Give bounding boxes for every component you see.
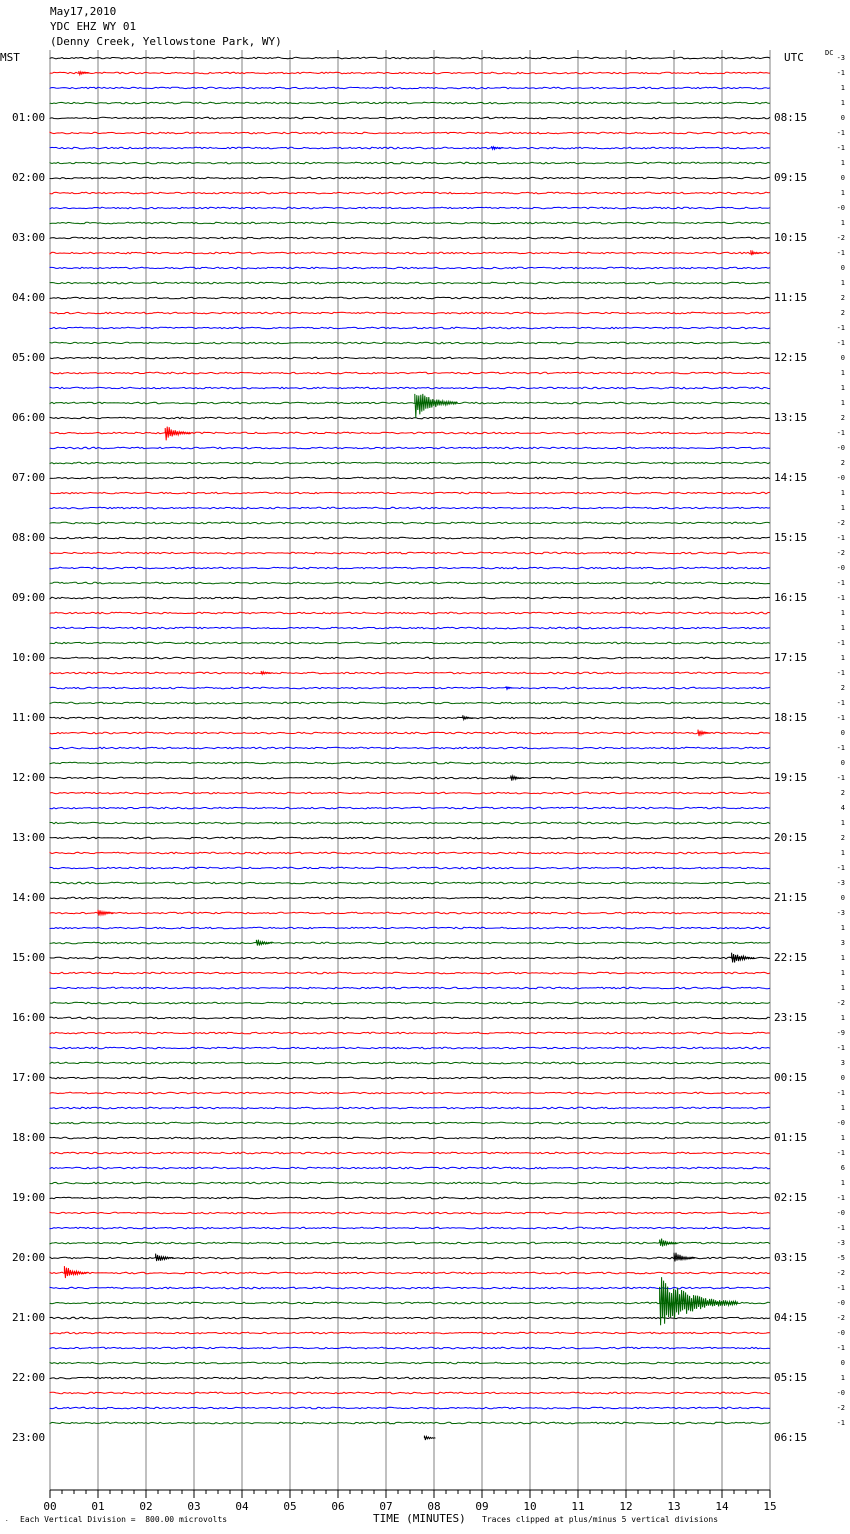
trace-row [50, 1167, 770, 1169]
trace-row [50, 207, 770, 209]
x-tick-label: 12 [619, 1500, 633, 1513]
trace-row [50, 1122, 770, 1124]
trace-row [50, 447, 770, 449]
dc-offset-value: -3 [836, 879, 845, 887]
dc-offset-value: -1 [836, 774, 845, 782]
x-tick-label: 10 [523, 1500, 537, 1513]
mst-hour-label: 23:00 [12, 1431, 46, 1444]
trace-row [50, 1347, 770, 1349]
clipping-note: Traces clipped at plus/minus 5 vertical divisions [482, 1515, 719, 1524]
mst-hour-label: 21:00 [12, 1311, 46, 1324]
dc-offset-value: 1 [840, 969, 845, 977]
x-tick-label: 04 [235, 1500, 249, 1513]
utc-hour-label: 14:15 [774, 471, 808, 484]
trace-row [50, 807, 770, 809]
dc-offset-value: 1 [840, 1104, 845, 1112]
mst-hour-label: 20:00 [12, 1251, 46, 1264]
dc-offset-value: 0 [840, 264, 845, 272]
trace-row [50, 1017, 770, 1019]
trace-row [50, 657, 770, 659]
trace-row [50, 1002, 770, 1004]
trace-row [50, 972, 770, 974]
dc-offset-value: -2 [836, 549, 845, 557]
trace-row [50, 507, 770, 509]
trace-row [50, 1182, 770, 1184]
dc-offset-value: 1 [840, 219, 845, 227]
dc-offset-value: -1 [836, 1224, 845, 1232]
utc-hour-label: 18:15 [774, 711, 808, 724]
dc-offset-value: -0 [836, 1209, 845, 1217]
trace-row [50, 522, 770, 524]
dc-offset-value: -3 [836, 1239, 845, 1247]
utc-hour-label: 16:15 [774, 591, 808, 604]
trace-row [50, 582, 770, 584]
mst-hour-label: 06:00 [12, 411, 46, 424]
mst-hour-label: 15:00 [12, 951, 46, 964]
dc-offset-value: -0 [836, 444, 845, 452]
event-burst [732, 953, 755, 963]
trace-row [50, 702, 770, 704]
dc-offset-value: -3 [836, 54, 845, 62]
trace-row [50, 267, 770, 269]
trace-row [50, 1197, 770, 1199]
mst-hour-label: 01:00 [12, 111, 46, 124]
trace-row [50, 312, 770, 314]
event-burst [415, 394, 458, 418]
trace-row [50, 387, 770, 389]
trace-row [50, 852, 770, 854]
dc-offset-value: -1 [836, 864, 845, 872]
dc-offset-value: -2 [836, 1314, 845, 1322]
mst-hour-label: 13:00 [12, 831, 46, 844]
trace-row [50, 1077, 770, 1079]
trace-row [50, 732, 770, 734]
dc-offset-value: 1 [840, 489, 845, 497]
trace-row [50, 417, 770, 419]
dc-offset-value: -1 [836, 579, 845, 587]
trace-row [50, 1152, 770, 1154]
utc-hour-label: 09:15 [774, 171, 808, 184]
trace-row [50, 867, 770, 869]
dc-offset-value: -1 [836, 1284, 845, 1292]
trace-row [50, 1272, 770, 1274]
dc-offset-value: 0 [840, 354, 845, 362]
dc-offset-value: -3 [836, 909, 845, 917]
dc-offset-value: 2 [840, 309, 845, 317]
utc-hour-label: 13:15 [774, 411, 808, 424]
station-id: YDC EHZ WY 01 [50, 20, 137, 33]
mst-hour-label: 19:00 [12, 1191, 46, 1204]
trace-row [50, 957, 770, 959]
trace-row [50, 882, 770, 884]
trace-row [50, 717, 770, 719]
dc-offset-value: -1 [836, 669, 845, 677]
trace-row [50, 642, 770, 644]
trace-row [50, 462, 770, 464]
trace-row [50, 1422, 770, 1424]
dc-offset-value: -1 [836, 1419, 845, 1427]
trace-row [50, 1107, 770, 1109]
trace-row [50, 282, 770, 284]
seismic-traces [50, 57, 770, 1424]
x-tick-label: 06 [331, 1500, 345, 1513]
trace-row [50, 567, 770, 569]
trace-row [50, 1137, 770, 1139]
dc-offset-value: 1 [840, 189, 845, 197]
dc-offset-value: 2 [840, 684, 845, 692]
x-tick-label: 09 [475, 1500, 489, 1513]
dc-offset-value: -2 [836, 519, 845, 527]
trace-row [50, 597, 770, 599]
utc-hour-label: 11:15 [774, 291, 808, 304]
station-location: (Denny Creek, Yellowstone Park, WY) [50, 35, 282, 48]
trace-row [50, 792, 770, 794]
event-burst [698, 730, 711, 737]
mst-hour-label: 18:00 [12, 1131, 46, 1144]
x-tick-label: 03 [187, 1500, 201, 1513]
trace-row [50, 117, 770, 119]
dc-offset-value: 1 [840, 384, 845, 392]
trace-row [50, 102, 770, 104]
utc-hour-label: 04:15 [774, 1311, 808, 1324]
dc-offset-value: -1 [836, 699, 845, 707]
mst-hour-label: 12:00 [12, 771, 46, 784]
dc-offset-value: 0 [840, 759, 845, 767]
time-axis [43, 1490, 776, 1513]
dc-offset-value: -1 [836, 639, 845, 647]
trace-row [50, 57, 770, 59]
dc-offset-value: -1 [836, 1089, 845, 1097]
dc-offset-value: 1 [840, 369, 845, 377]
x-axis-title: TIME (MINUTES) [373, 1512, 466, 1525]
utc-hour-label: 20:15 [774, 831, 808, 844]
trace-row [50, 237, 770, 239]
dc-offset-value: -1 [836, 1044, 845, 1052]
dc-offset-value: -2 [836, 234, 845, 242]
mst-hour-label: 03:00 [12, 231, 46, 244]
dc-offset-value: -1 [836, 249, 845, 257]
trace-row [50, 222, 770, 224]
event-burst [64, 1266, 87, 1278]
dc-offset-value: 1 [840, 924, 845, 932]
dc-offset-value: 2 [840, 414, 845, 422]
dc-offset-value: 1 [840, 504, 845, 512]
x-tick-label: 00 [43, 1500, 57, 1513]
trace-row [50, 1212, 770, 1214]
event-burst [751, 250, 762, 255]
x-tick-label: 07 [379, 1500, 393, 1513]
dc-offset-value: 1 [840, 99, 845, 107]
x-tick-label: 02 [139, 1500, 153, 1513]
trace-row [50, 477, 770, 479]
dc-offset-value: 1 [840, 624, 845, 632]
utc-hour-label: 00:15 [774, 1071, 808, 1084]
dc-offset-value: 1 [840, 1014, 845, 1022]
trace-row [50, 822, 770, 824]
dc-offset-value: -5 [836, 1254, 845, 1262]
mst-hour-label: 08:00 [12, 531, 46, 544]
x-tick-label: 11 [571, 1500, 585, 1513]
corner-mark: . [5, 1516, 9, 1523]
trace-row [50, 357, 770, 359]
dc-offset-value: 1 [840, 954, 845, 962]
utc-hour-label: 03:15 [774, 1251, 808, 1264]
seismic-events [64, 71, 761, 1440]
trace-row [50, 132, 770, 134]
dc-offset-heading: DC [825, 49, 834, 57]
mst-hour-label: 10:00 [12, 651, 46, 664]
dc-offset-value: 2 [840, 834, 845, 842]
dc-offset-value: 2 [840, 459, 845, 467]
dc-offset-value: -0 [836, 564, 845, 572]
dc-offset-value: 1 [840, 984, 845, 992]
mst-hour-label: 14:00 [12, 891, 46, 904]
dc-offset-value: 1 [840, 399, 845, 407]
trace-row [50, 837, 770, 839]
mst-hour-label: 22:00 [12, 1371, 46, 1384]
trace-row [50, 1377, 770, 1379]
dc-offset-value: -2 [836, 1269, 845, 1277]
dc-offset-value: -1 [836, 744, 845, 752]
utc-hour-label: 21:15 [774, 891, 808, 904]
trace-row [50, 432, 770, 434]
dc-offset-value: 1 [840, 609, 845, 617]
dc-offset-value: -1 [836, 144, 845, 152]
dc-offset-value: -1 [836, 129, 845, 137]
dc-offset-value: 4 [840, 804, 845, 812]
dc-offset-value: 1 [840, 1179, 845, 1187]
dc-offset-value: 0 [840, 1359, 845, 1367]
trace-row [50, 342, 770, 344]
dc-offset-value: 1 [840, 1374, 845, 1382]
utc-hour-label: 22:15 [774, 951, 808, 964]
dc-offset-value: -0 [836, 204, 845, 212]
trace-row [50, 612, 770, 614]
trace-row [50, 1047, 770, 1049]
utc-hour-label: 17:15 [774, 651, 808, 664]
dc-offset-value: -0 [836, 474, 845, 482]
x-tick-label: 14 [715, 1500, 729, 1513]
trace-row [50, 87, 770, 89]
dc-offset-value: -1 [836, 714, 845, 722]
event-burst [79, 71, 90, 75]
x-tick-label: 13 [667, 1500, 681, 1513]
dc-offset-value: 1 [840, 159, 845, 167]
trace-row [50, 162, 770, 164]
trace-row [50, 1332, 770, 1334]
mst-hour-label: 02:00 [12, 171, 46, 184]
dc-offset-value: -1 [836, 429, 845, 437]
event-burst [660, 1239, 678, 1247]
trace-row [50, 897, 770, 899]
dc-offset-value: 1 [840, 84, 845, 92]
dc-offset-value: -0 [836, 1329, 845, 1337]
trace-row [50, 1227, 770, 1229]
trace-row [50, 687, 770, 689]
utc-hour-label: 10:15 [774, 231, 808, 244]
dc-offset-value: -0 [836, 1299, 845, 1307]
dc-offset-value: 1 [840, 1134, 845, 1142]
right-timezone-label: UTC [784, 51, 804, 64]
trace-row [50, 372, 770, 374]
dc-offset-value: 0 [840, 174, 845, 182]
trace-row [50, 72, 770, 74]
dc-offset-value: -1 [836, 534, 845, 542]
mst-hour-label: 09:00 [12, 591, 46, 604]
dc-offset-value: 2 [840, 294, 845, 302]
trace-row [50, 912, 770, 914]
dc-offset-value: 1 [840, 819, 845, 827]
trace-row [50, 942, 770, 944]
trace-row [50, 537, 770, 539]
trace-row [50, 297, 770, 299]
utc-hour-label: 19:15 [774, 771, 808, 784]
utc-hour-label: 01:15 [774, 1131, 808, 1144]
utc-hour-label: 23:15 [774, 1011, 808, 1024]
trace-row [50, 177, 770, 179]
dc-offset-value: -1 [836, 1194, 845, 1202]
dc-offset-value: -0 [836, 1119, 845, 1127]
dc-offset-value: -2 [836, 1404, 845, 1412]
trace-row [50, 1092, 770, 1094]
x-tick-label: 05 [283, 1500, 297, 1513]
trace-row [50, 1062, 770, 1064]
trace-row [50, 402, 770, 404]
trace-row [50, 1317, 770, 1319]
mst-hour-label: 05:00 [12, 351, 46, 364]
dc-offset-value: 0 [840, 894, 845, 902]
trace-row [50, 1362, 770, 1364]
event-burst [492, 146, 503, 149]
mst-hour-label: 16:00 [12, 1011, 46, 1024]
trace-row [50, 552, 770, 554]
plot-date: May17,2010 [50, 5, 117, 18]
dc-offset-value: -1 [836, 1149, 845, 1157]
utc-hour-label: 02:15 [774, 1191, 808, 1204]
trace-row [50, 252, 770, 254]
dc-offset-value: -1 [836, 594, 845, 602]
dc-offset-value: -1 [836, 1344, 845, 1352]
trace-row [50, 987, 770, 989]
dc-offset-value: 3 [840, 1059, 845, 1067]
utc-hour-label: 15:15 [774, 531, 808, 544]
dc-offset-value: 0 [840, 1074, 845, 1082]
dc-offset-value: 2 [840, 789, 845, 797]
dc-offset-value: -1 [836, 69, 845, 77]
dc-offset-value: -2 [836, 999, 845, 1007]
dc-offset-value: 1 [840, 849, 845, 857]
trace-row [50, 627, 770, 629]
dc-offset-value: 0 [840, 114, 845, 122]
x-tick-label: 01 [91, 1500, 105, 1513]
trace-row [50, 672, 770, 674]
dc-offset-value: 6 [840, 1164, 845, 1172]
x-tick-label: 08 [427, 1500, 441, 1513]
trace-row [50, 762, 770, 764]
trace-row [50, 147, 770, 149]
utc-hour-label: 05:15 [774, 1371, 808, 1384]
utc-hour-label: 12:15 [774, 351, 808, 364]
mst-hour-label: 17:00 [12, 1071, 46, 1084]
dc-offset-value: -0 [836, 1389, 845, 1397]
dc-offset-value: -9 [836, 1029, 845, 1037]
trace-row [50, 1407, 770, 1409]
mst-hour-label: 07:00 [12, 471, 46, 484]
event-burst [98, 910, 114, 916]
dc-offset-value: -1 [836, 339, 845, 347]
x-tick-label: 15 [763, 1500, 777, 1513]
trace-row [50, 1032, 770, 1034]
trace-row [50, 927, 770, 929]
mst-hour-label: 04:00 [12, 291, 46, 304]
vertical-division-note: Each Vertical Division = 800.00 microvolts [20, 1515, 228, 1524]
dc-offset-value: -1 [836, 324, 845, 332]
dc-offset-value: 1 [840, 654, 845, 662]
trace-row [50, 192, 770, 194]
event-burst [511, 776, 524, 781]
trace-row [50, 327, 770, 329]
trace-row [50, 747, 770, 749]
event-burst [256, 940, 272, 946]
left-timezone-label: MST [0, 51, 20, 64]
dc-offset-value: 1 [840, 279, 845, 287]
utc-hour-label: 06:15 [774, 1431, 808, 1444]
utc-hour-label: 08:15 [774, 111, 808, 124]
dc-offset-value: 0 [840, 729, 845, 737]
trace-row [50, 492, 770, 494]
dc-offset-value: 3 [840, 939, 845, 947]
mst-hour-label: 11:00 [12, 711, 46, 724]
trace-row [50, 1392, 770, 1394]
trace-row [50, 777, 770, 779]
